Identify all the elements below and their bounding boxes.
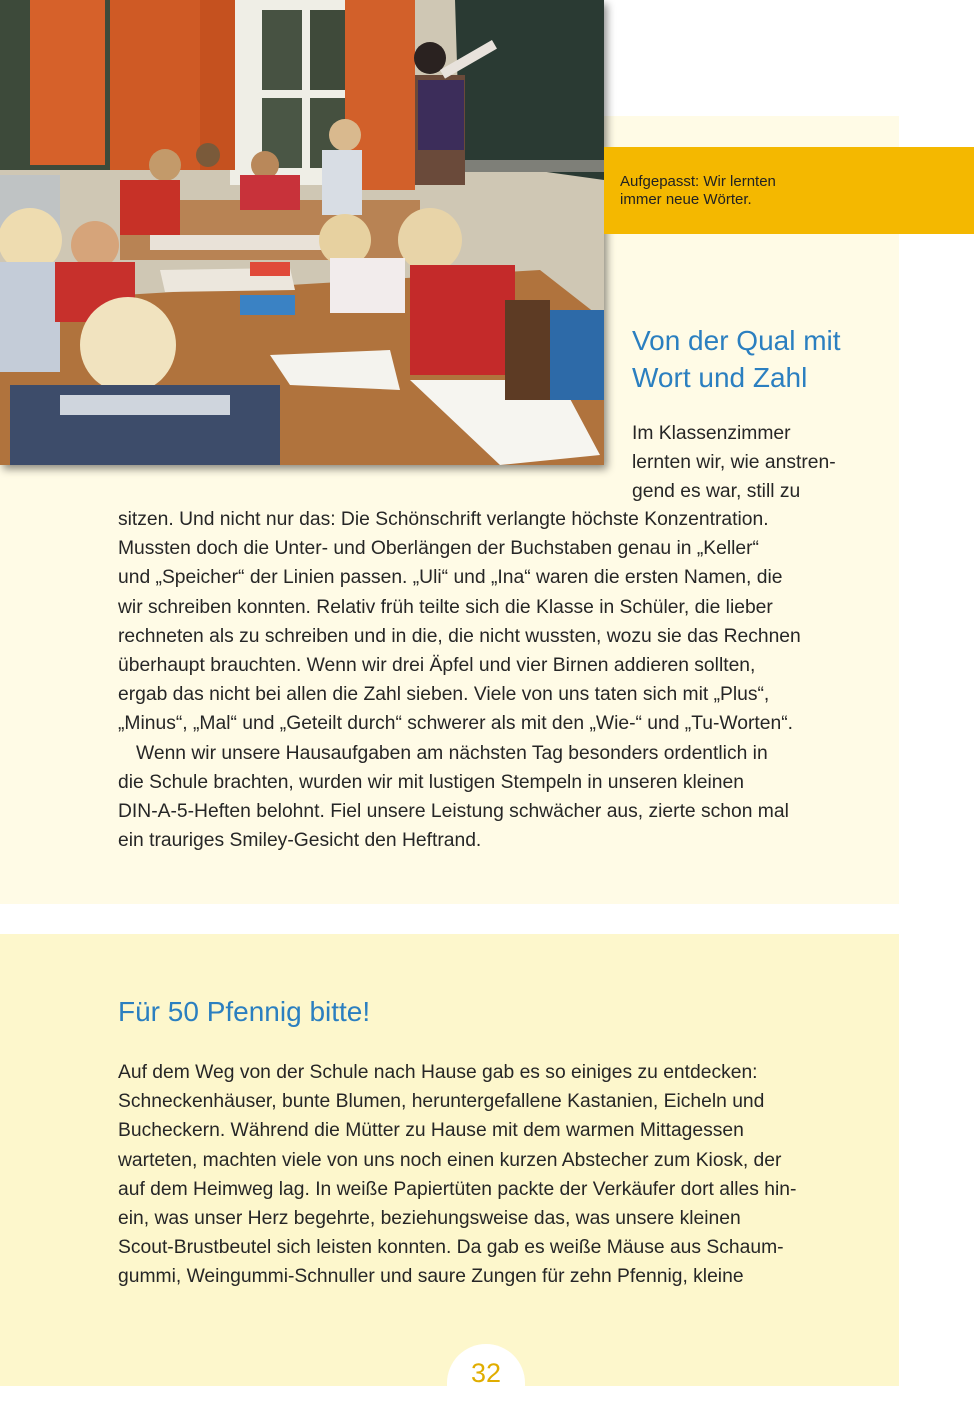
text-line: auf dem Heimweg lag. In weiße Papiertüten packte der Verkäufer dort alles hin- [118,1178,797,1200]
text-line: gummi, Weingummi-Schnuller und saure Zungen für zehn Pfennig, kleine [118,1266,744,1288]
text-line: Scout-Brustbeutel sich leisten konnten. Da gab es weiße Mäuse aus Schaum- [118,1237,784,1259]
text-line: ein trauriges Smiley-Gesicht den Heftrand. [118,830,482,852]
title-line: Wort und Zahl [632,362,808,393]
page-number-tab [447,1344,525,1417]
page-number: 32 [470,1358,502,1388]
text-line: überhaupt brauchten. Wenn wir drei Äpfel und vier Birnen addieren sollten, [118,655,756,677]
section2-body-text [118,1058,878,1292]
text-line: gend es war, still zu [632,481,801,503]
text-line: Mussten doch die Unter- und Oberlängen der Buchstaben genau in „Keller“ [118,538,759,560]
text-line: ein, was unser Herz begehrte, beziehungsweise das, was unsere kleinen [118,1208,741,1230]
section-title-wort-und-zahl [632,322,892,396]
caption-line: Aufgepasst: Wir lernten [620,173,776,190]
text-line: Wenn wir unsere Hausaufgaben am nächsten Tag besonders ordentlich in [136,742,768,764]
text-line: sitzen. Und nicht nur das: Die Schönschrift verlangte höchste Konzentration. [118,509,769,530]
classroom-photo-illustration [0,0,604,465]
text-line: rechneten als zu schreiben und in die, die nicht wussten, wozu sie das Rechnen [118,625,801,647]
text-line: „Minus“, „Mal“ und „Geteilt durch“ schwerer als mit den „Wie-“ und „Tu-Worten“. [118,713,794,735]
photo-caption [620,173,850,209]
text-line: warteten, machten viele von uns noch einen kurzen Abstecher zum Kiosk, der [118,1149,782,1171]
caption-line: immer neue Wörter. [620,191,752,208]
text-line: wir schreiben konnten. Relativ früh teilte sich die Klasse in Schüler, die lieber [118,596,773,618]
text-line: DIN-A-5-Heften belohnt. Fiel unsere Leistung schwächer aus, zierte schon mal [118,801,789,823]
section-title-50-pfennig: Für 50 Pfennig bitte! [118,996,371,1027]
text-line: lernten wir, wie anstren- [632,452,836,474]
text-line: Im Klassenzimmer [632,423,791,444]
section1-body-text [118,505,878,855]
text-line: und „Speicher“ der Linien passen. „Uli“ und „Ina“ waren die ersten Namen, die [118,567,783,589]
text-line: Schneckenhäuser, bunte Blumen, heruntergefallene Kastanien, Eicheln und [118,1091,765,1113]
section1-intro-text [632,419,872,507]
photo-caption-bar [604,147,974,234]
text-line: ergab das nicht bei allen die Zahl sieben. Viele von uns taten sich mit „Plus“, [118,684,770,706]
text-line: die Schule brachten, wurden wir mit lustigen Stempeln in unseren kleinen [118,771,744,793]
title-line: Von der Qual mit [632,325,841,356]
classroom-photo [0,0,604,465]
text-line: Auf dem Weg von der Schule nach Hause gab es so einiges zu entdecken: [118,1062,758,1083]
text-line: Bucheckern. Während die Mütter zu Hause mit dem warmen Mittagessen [118,1120,744,1142]
